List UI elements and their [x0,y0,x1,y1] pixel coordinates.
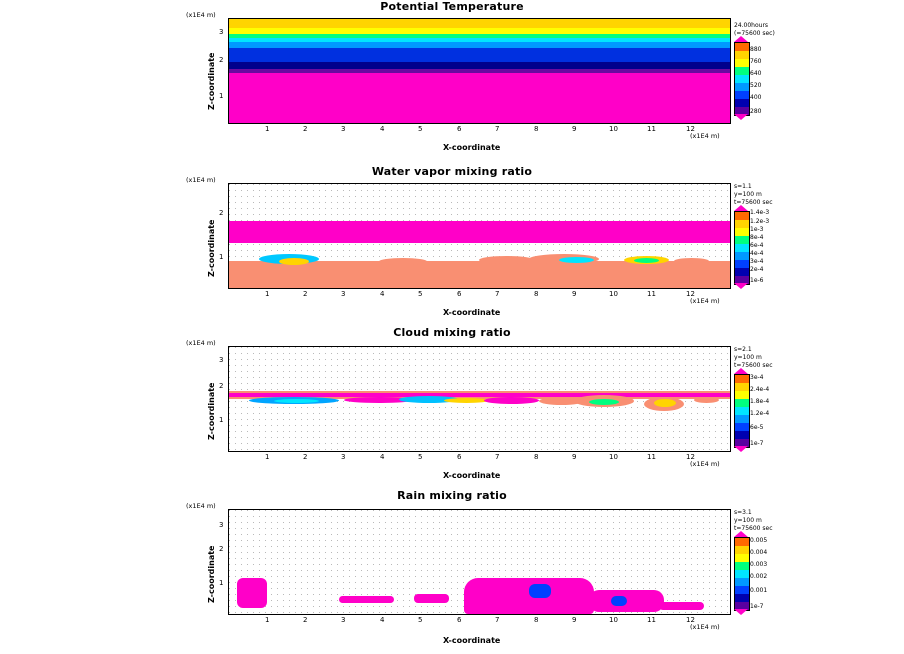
x-tick-11: 11 [647,453,656,461]
colorbar-label-7: 2e-4 [750,266,764,273]
x-unit-label: (x1E4 m) [690,297,720,305]
x-tick-5: 5 [418,125,423,133]
z-tick-1: 1 [219,92,224,100]
plot-area-rain [228,509,731,615]
annotation-t: t=75600 sec [734,362,773,369]
x-tick-5: 5 [418,616,423,624]
x-tick-12: 12 [686,290,695,298]
x-tick-11: 11 [647,616,656,624]
x-tick-10: 10 [609,616,618,624]
rain-shaft [339,596,394,603]
x-tick-12: 12 [686,453,695,461]
z-tick-2: 2 [219,545,224,553]
x-tick-2: 2 [303,290,308,298]
cloud-feature [654,399,676,407]
colorbar-bottom-arrow [734,283,748,289]
x-tick-6: 6 [457,290,462,298]
cloud-feature [274,399,319,403]
plot-area-cloud [228,346,731,452]
x-tick-12: 12 [686,616,695,624]
vapor-plume [279,258,309,265]
x-tick-12: 12 [686,125,695,133]
panel-rain-mixing-ratio [0,487,904,654]
colorbar-label-8: 1e-6 [750,277,764,284]
panel-title: Cloud mixing ratio [393,326,511,339]
x-unit-label: (x1E4 m) [690,460,720,468]
rain-shaft [529,584,551,598]
cloud-feature [694,397,719,403]
z-tick-2: 2 [219,209,224,217]
x-tick-4: 4 [380,616,385,624]
x-tick-9: 9 [572,125,577,133]
x-tick-1: 1 [265,616,270,624]
colorbar-rain [734,537,750,611]
x-tick-10: 10 [609,453,618,461]
z-tick-2: 2 [219,382,224,390]
x-tick-11: 11 [647,290,656,298]
colorbar-label-4: 6e-4 [750,242,764,249]
x-axis-label: X-coordinate [443,143,501,152]
colorbar-label-5: 1e-7 [750,603,764,610]
z-tick-3: 3 [219,356,224,364]
colorbar-label-6: 3e-4 [750,258,764,265]
colorbar-label-1: 0.004 [750,549,768,556]
z-tick-1: 1 [219,253,224,261]
x-tick-6: 6 [457,125,462,133]
plot-area-potential-temperature [228,18,731,124]
annotation-s: s=1.1 [734,183,752,190]
colorbar-label-5: 1e-7 [750,440,764,447]
x-axis-label: X-coordinate [443,471,501,480]
x-tick-7: 7 [495,453,500,461]
colorbar-label-1: 760 [750,58,762,65]
x-axis-label: X-coordinate [443,308,501,317]
z-tick-1: 1 [219,579,224,587]
annotation-time: 24.00hours [734,22,769,29]
z-tick-3: 3 [219,28,224,36]
x-tick-8: 8 [534,290,539,298]
z-unit-label: (x1E4 m) [186,339,216,347]
x-tick-11: 11 [647,125,656,133]
x-tick-3: 3 [341,290,346,298]
rain-shaft [414,594,449,603]
layer-upper-warm [229,19,730,28]
colorbar-label-2: 0.003 [750,561,768,568]
annotation-seconds: (=75600 sec) [734,30,775,37]
layer-darkblue [229,62,730,69]
rain-shaft [659,602,704,610]
x-tick-6: 6 [457,453,462,461]
annotation-s: s=2.1 [734,346,752,353]
vapor-plume [634,258,659,263]
colorbar-bottom-arrow [734,609,748,615]
z-axis-label: Z-coordinate [207,545,216,603]
z-tick-3: 3 [219,521,224,529]
colorbar-label-0: 3e-4 [750,374,764,381]
x-tick-8: 8 [534,616,539,624]
x-tick-9: 9 [572,616,577,624]
x-tick-7: 7 [495,125,500,133]
layer-magenta-lower [229,73,730,123]
panel-cloud-mixing-ratio [0,324,904,489]
x-tick-1: 1 [265,453,270,461]
x-tick-4: 4 [380,290,385,298]
x-tick-3: 3 [341,616,346,624]
colorbar-water-vapor [734,211,750,285]
x-tick-3: 3 [341,125,346,133]
vapor-plume [479,256,534,264]
annotation-s: s=3.1 [734,509,752,516]
colorbar-bottom-arrow [734,114,748,120]
colorbar-label-5: 280 [750,108,762,115]
rain-shaft [464,578,594,614]
x-tick-2: 2 [303,125,308,133]
annotation-t: t=75600 sec [734,525,773,532]
annotation-y: y=100 m [734,354,762,361]
vapor-plume [559,257,594,263]
colorbar-label-2: 640 [750,70,762,77]
colorbar-label-1: 1.2e-3 [750,218,770,225]
z-tick-1: 1 [219,416,224,424]
annotation-y: y=100 m [734,191,762,198]
cloud-feature [444,398,489,403]
x-tick-3: 3 [341,453,346,461]
x-tick-1: 1 [265,290,270,298]
z-unit-label: (x1E4 m) [186,11,216,19]
z-axis-label: Z-coordinate [207,52,216,110]
x-tick-4: 4 [380,453,385,461]
x-tick-5: 5 [418,453,423,461]
x-tick-6: 6 [457,616,462,624]
rain-shaft [611,596,627,606]
x-tick-4: 4 [380,125,385,133]
z-unit-label: (x1E4 m) [186,502,216,510]
rain-shaft [237,578,267,608]
colorbar-bottom-arrow [734,446,748,452]
layer-boundary-salmon [229,261,730,288]
panel-title: Water vapor mixing ratio [371,165,533,178]
colorbar-label-2: 1.8e-4 [750,398,770,405]
x-unit-label: (x1E4 m) [690,132,720,140]
x-tick-2: 2 [303,453,308,461]
colorbar-label-5: 4e-4 [750,250,764,257]
plot-area-water-vapor [228,183,731,289]
x-tick-10: 10 [609,290,618,298]
panel-potential-temperature [0,0,904,160]
colorbar-label-0: 0.005 [750,537,768,544]
panel-water-vapor [0,161,904,326]
layer-magenta-mid [229,221,730,243]
colorbar-label-2: 1e-3 [750,226,764,233]
colorbar-label-0: 1.4e-3 [750,209,770,216]
z-axis-label: Z-coordinate [207,219,216,277]
x-axis-label: X-coordinate [443,636,501,645]
x-tick-2: 2 [303,616,308,624]
colorbar-label-0: 880 [750,46,762,53]
layer-blue [229,48,730,62]
x-tick-1: 1 [265,125,270,133]
vapor-plume [674,258,709,264]
annotation-y: y=100 m [734,517,762,524]
annotation-t: t=75600 sec [734,199,773,206]
x-tick-7: 7 [495,616,500,624]
x-tick-9: 9 [572,290,577,298]
x-tick-8: 8 [534,125,539,133]
x-unit-label: (x1E4 m) [690,623,720,631]
colorbar-label-3: 0.002 [750,573,768,580]
colorbar-label-4: 0.001 [750,587,768,594]
colorbar-potential-temperature [734,42,750,116]
colorbar-cloud [734,374,750,448]
colorbar-label-1: 2.4e-4 [750,386,770,393]
colorbar-label-4: 400 [750,94,762,101]
panel-title: Potential Temperature [380,0,524,13]
colorbar-label-3: 8e-4 [750,234,764,241]
x-tick-8: 8 [534,453,539,461]
cloud-feature [589,399,619,405]
colorbar-label-4: 6e-5 [750,424,764,431]
z-tick-2: 2 [219,56,224,64]
colorbar-label-3: 1.2e-4 [750,410,770,417]
x-tick-10: 10 [609,125,618,133]
z-axis-label: Z-coordinate [207,382,216,440]
x-tick-5: 5 [418,290,423,298]
panel-title: Rain mixing ratio [397,489,507,502]
cloud-feature [484,397,539,404]
z-unit-label: (x1E4 m) [186,176,216,184]
x-tick-7: 7 [495,290,500,298]
x-tick-9: 9 [572,453,577,461]
colorbar-label-3: 520 [750,82,762,89]
vapor-plume [379,258,427,265]
